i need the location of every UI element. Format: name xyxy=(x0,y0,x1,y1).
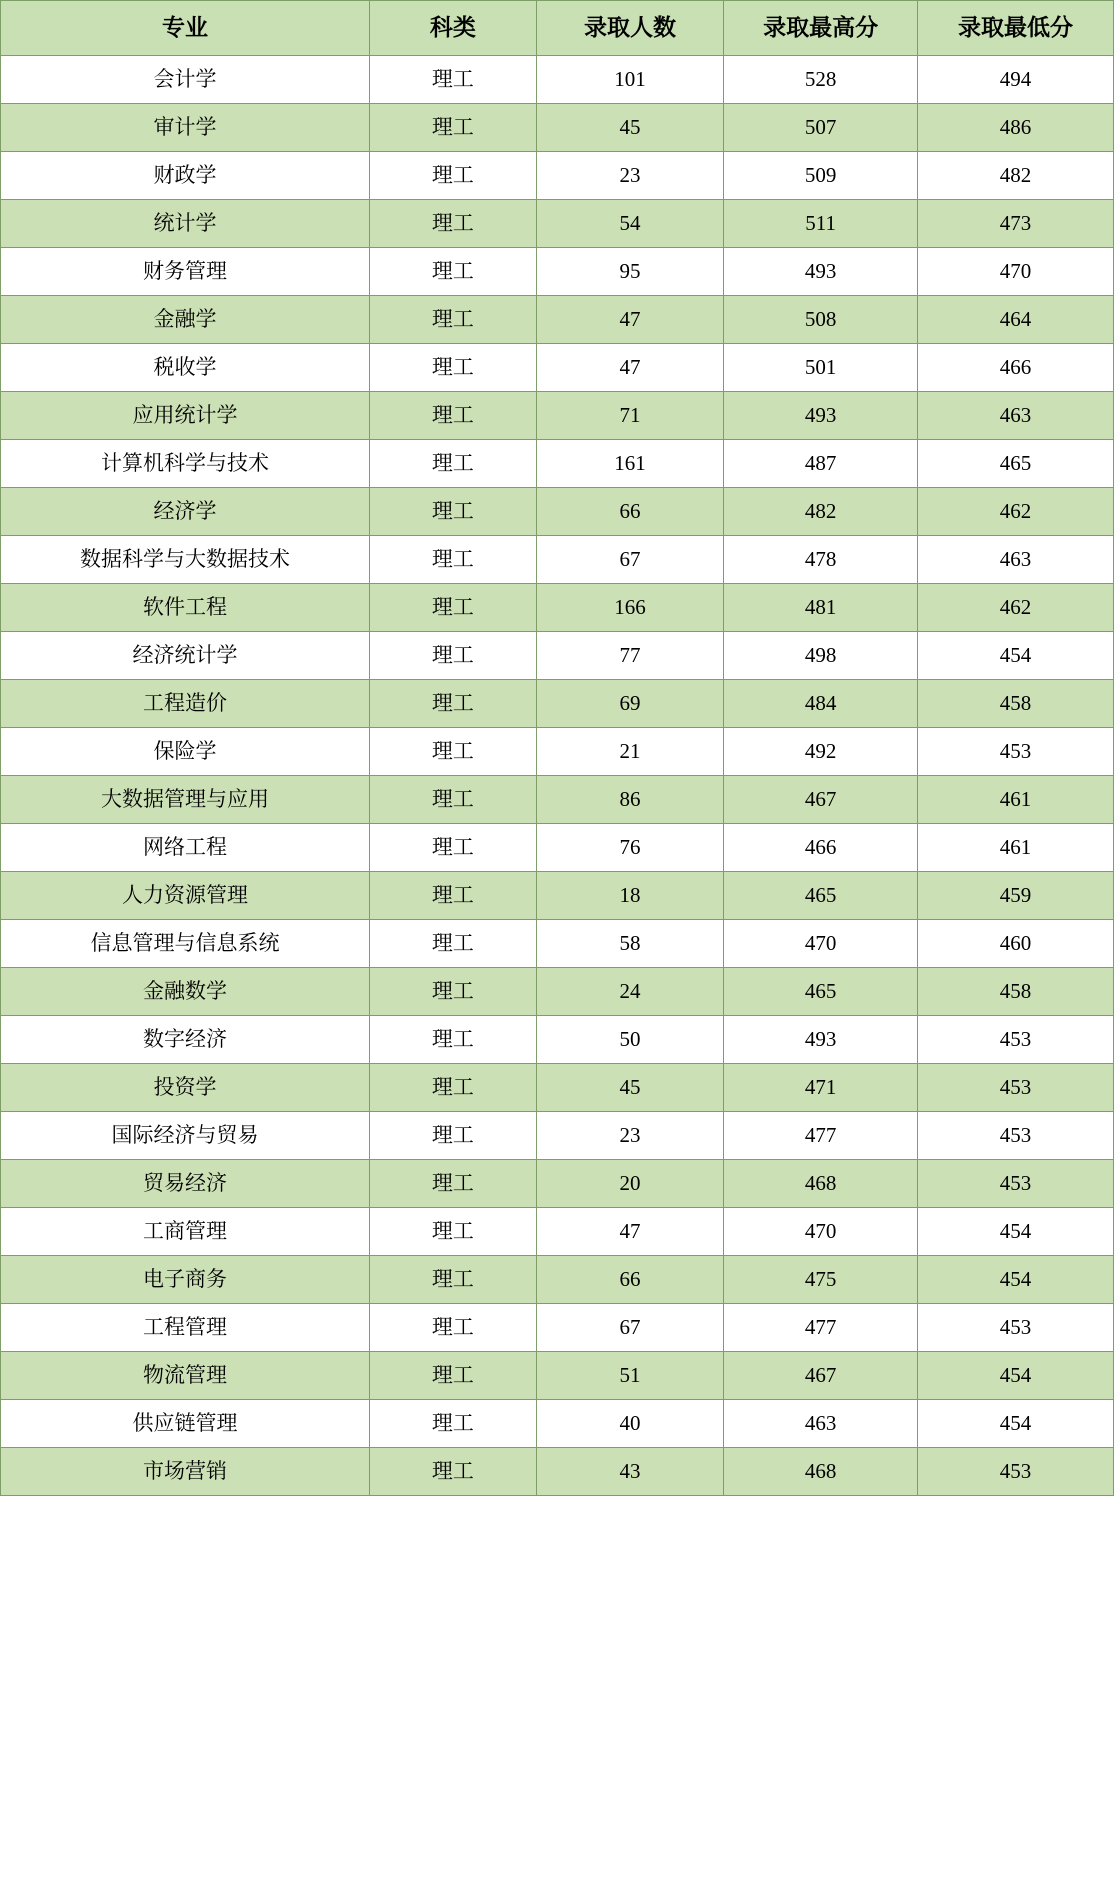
table-row xyxy=(1,200,1114,248)
cell-lowest-score: 463 xyxy=(917,536,1113,584)
cell-lowest-score: 462 xyxy=(917,488,1113,536)
cell-highest-score: 475 xyxy=(724,1256,918,1304)
table-row xyxy=(1,440,1114,488)
table-row xyxy=(1,1304,1114,1352)
table-row xyxy=(1,824,1114,872)
cell-lowest-score: 463 xyxy=(917,392,1113,440)
cell-highest-score: 477 xyxy=(724,1112,918,1160)
cell-admitted-count: 71 xyxy=(536,392,724,440)
column-header-subject-type: 科类 xyxy=(369,1,536,56)
cell-lowest-score: 473 xyxy=(917,200,1113,248)
cell-lowest-score: 482 xyxy=(917,152,1113,200)
cell-subject-type: 理工 xyxy=(369,1112,536,1160)
cell-admitted-count: 23 xyxy=(536,1112,724,1160)
cell-major: 财政学 xyxy=(1,152,370,200)
cell-subject-type: 理工 xyxy=(369,824,536,872)
cell-lowest-score: 466 xyxy=(917,344,1113,392)
cell-major: 市场营销 xyxy=(1,1448,370,1496)
cell-admitted-count: 47 xyxy=(536,1208,724,1256)
cell-lowest-score: 470 xyxy=(917,248,1113,296)
cell-major: 电子商务 xyxy=(1,1256,370,1304)
cell-major: 经济统计学 xyxy=(1,632,370,680)
cell-admitted-count: 21 xyxy=(536,728,724,776)
cell-major: 工程管理 xyxy=(1,1304,370,1352)
cell-lowest-score: 453 xyxy=(917,1112,1113,1160)
cell-major: 工程造价 xyxy=(1,680,370,728)
cell-highest-score: 493 xyxy=(724,1016,918,1064)
cell-major: 经济学 xyxy=(1,488,370,536)
cell-major: 信息管理与信息系统 xyxy=(1,920,370,968)
cell-highest-score: 478 xyxy=(724,536,918,584)
cell-major: 网络工程 xyxy=(1,824,370,872)
cell-admitted-count: 40 xyxy=(536,1400,724,1448)
cell-highest-score: 470 xyxy=(724,920,918,968)
cell-subject-type: 理工 xyxy=(369,440,536,488)
cell-highest-score: 493 xyxy=(724,392,918,440)
cell-highest-score: 467 xyxy=(724,776,918,824)
cell-admitted-count: 43 xyxy=(536,1448,724,1496)
cell-subject-type: 理工 xyxy=(369,248,536,296)
cell-major: 人力资源管理 xyxy=(1,872,370,920)
cell-major: 数据科学与大数据技术 xyxy=(1,536,370,584)
cell-lowest-score: 453 xyxy=(917,1304,1113,1352)
cell-highest-score: 498 xyxy=(724,632,918,680)
cell-highest-score: 467 xyxy=(724,1352,918,1400)
cell-highest-score: 463 xyxy=(724,1400,918,1448)
cell-lowest-score: 453 xyxy=(917,1064,1113,1112)
table-row xyxy=(1,680,1114,728)
cell-lowest-score: 458 xyxy=(917,968,1113,1016)
table-row xyxy=(1,728,1114,776)
cell-lowest-score: 459 xyxy=(917,872,1113,920)
cell-lowest-score: 453 xyxy=(917,728,1113,776)
cell-admitted-count: 47 xyxy=(536,344,724,392)
cell-lowest-score: 453 xyxy=(917,1016,1113,1064)
table-row xyxy=(1,584,1114,632)
table-row xyxy=(1,392,1114,440)
cell-lowest-score: 454 xyxy=(917,632,1113,680)
cell-lowest-score: 453 xyxy=(917,1448,1113,1496)
cell-admitted-count: 20 xyxy=(536,1160,724,1208)
cell-major: 投资学 xyxy=(1,1064,370,1112)
cell-lowest-score: 454 xyxy=(917,1352,1113,1400)
cell-admitted-count: 23 xyxy=(536,152,724,200)
table-row xyxy=(1,632,1114,680)
cell-admitted-count: 67 xyxy=(536,1304,724,1352)
cell-subject-type: 理工 xyxy=(369,968,536,1016)
cell-admitted-count: 161 xyxy=(536,440,724,488)
cell-subject-type: 理工 xyxy=(369,872,536,920)
table-header xyxy=(1,1,1114,56)
cell-subject-type: 理工 xyxy=(369,1160,536,1208)
cell-highest-score: 493 xyxy=(724,248,918,296)
cell-subject-type: 理工 xyxy=(369,1208,536,1256)
table-body xyxy=(1,56,1114,1496)
cell-admitted-count: 67 xyxy=(536,536,724,584)
cell-major: 统计学 xyxy=(1,200,370,248)
cell-highest-score: 481 xyxy=(724,584,918,632)
cell-lowest-score: 494 xyxy=(917,56,1113,104)
cell-lowest-score: 465 xyxy=(917,440,1113,488)
cell-highest-score: 465 xyxy=(724,968,918,1016)
table-row xyxy=(1,296,1114,344)
cell-subject-type: 理工 xyxy=(369,584,536,632)
cell-lowest-score: 454 xyxy=(917,1208,1113,1256)
column-header-major: 专业 xyxy=(1,1,370,56)
cell-subject-type: 理工 xyxy=(369,536,536,584)
cell-lowest-score: 460 xyxy=(917,920,1113,968)
table-row xyxy=(1,104,1114,152)
column-header-admitted-count: 录取人数 xyxy=(536,1,724,56)
cell-major: 计算机科学与技术 xyxy=(1,440,370,488)
cell-admitted-count: 76 xyxy=(536,824,724,872)
cell-admitted-count: 66 xyxy=(536,1256,724,1304)
table-row xyxy=(1,776,1114,824)
cell-major: 供应链管理 xyxy=(1,1400,370,1448)
cell-subject-type: 理工 xyxy=(369,1352,536,1400)
table-row xyxy=(1,1112,1114,1160)
cell-highest-score: 465 xyxy=(724,872,918,920)
cell-major: 大数据管理与应用 xyxy=(1,776,370,824)
cell-subject-type: 理工 xyxy=(369,680,536,728)
cell-subject-type: 理工 xyxy=(369,1256,536,1304)
cell-highest-score: 471 xyxy=(724,1064,918,1112)
cell-subject-type: 理工 xyxy=(369,104,536,152)
cell-lowest-score: 454 xyxy=(917,1400,1113,1448)
cell-subject-type: 理工 xyxy=(369,728,536,776)
table-row xyxy=(1,344,1114,392)
table-row xyxy=(1,536,1114,584)
cell-highest-score: 508 xyxy=(724,296,918,344)
cell-lowest-score: 461 xyxy=(917,824,1113,872)
cell-major: 审计学 xyxy=(1,104,370,152)
cell-admitted-count: 58 xyxy=(536,920,724,968)
cell-major: 财务管理 xyxy=(1,248,370,296)
cell-major: 应用统计学 xyxy=(1,392,370,440)
cell-major: 税收学 xyxy=(1,344,370,392)
cell-admitted-count: 86 xyxy=(536,776,724,824)
table-row xyxy=(1,1160,1114,1208)
table-row xyxy=(1,1352,1114,1400)
cell-subject-type: 理工 xyxy=(369,152,536,200)
cell-lowest-score: 454 xyxy=(917,1256,1113,1304)
cell-subject-type: 理工 xyxy=(369,632,536,680)
cell-admitted-count: 18 xyxy=(536,872,724,920)
table-row xyxy=(1,1448,1114,1496)
cell-highest-score: 507 xyxy=(724,104,918,152)
cell-admitted-count: 69 xyxy=(536,680,724,728)
cell-highest-score: 477 xyxy=(724,1304,918,1352)
cell-major: 会计学 xyxy=(1,56,370,104)
cell-lowest-score: 461 xyxy=(917,776,1113,824)
cell-highest-score: 470 xyxy=(724,1208,918,1256)
cell-admitted-count: 50 xyxy=(536,1016,724,1064)
cell-major: 保险学 xyxy=(1,728,370,776)
table-row xyxy=(1,968,1114,1016)
cell-subject-type: 理工 xyxy=(369,1448,536,1496)
cell-admitted-count: 101 xyxy=(536,56,724,104)
cell-highest-score: 511 xyxy=(724,200,918,248)
table-row xyxy=(1,1064,1114,1112)
cell-major: 金融数学 xyxy=(1,968,370,1016)
cell-subject-type: 理工 xyxy=(369,1016,536,1064)
column-header-lowest-score: 录取最低分 xyxy=(917,1,1113,56)
cell-highest-score: 468 xyxy=(724,1160,918,1208)
cell-subject-type: 理工 xyxy=(369,344,536,392)
cell-lowest-score: 464 xyxy=(917,296,1113,344)
cell-admitted-count: 66 xyxy=(536,488,724,536)
cell-subject-type: 理工 xyxy=(369,56,536,104)
cell-subject-type: 理工 xyxy=(369,920,536,968)
cell-lowest-score: 486 xyxy=(917,104,1113,152)
table-row xyxy=(1,1400,1114,1448)
cell-admitted-count: 95 xyxy=(536,248,724,296)
cell-subject-type: 理工 xyxy=(369,392,536,440)
cell-admitted-count: 51 xyxy=(536,1352,724,1400)
cell-subject-type: 理工 xyxy=(369,1064,536,1112)
cell-highest-score: 468 xyxy=(724,1448,918,1496)
cell-subject-type: 理工 xyxy=(369,296,536,344)
cell-major: 物流管理 xyxy=(1,1352,370,1400)
cell-highest-score: 492 xyxy=(724,728,918,776)
table-row xyxy=(1,248,1114,296)
cell-admitted-count: 47 xyxy=(536,296,724,344)
table-row xyxy=(1,56,1114,104)
table-row xyxy=(1,1256,1114,1304)
cell-major: 金融学 xyxy=(1,296,370,344)
cell-admitted-count: 54 xyxy=(536,200,724,248)
cell-admitted-count: 45 xyxy=(536,1064,724,1112)
cell-admitted-count: 45 xyxy=(536,104,724,152)
cell-highest-score: 487 xyxy=(724,440,918,488)
cell-subject-type: 理工 xyxy=(369,776,536,824)
cell-subject-type: 理工 xyxy=(369,1304,536,1352)
cell-major: 工商管理 xyxy=(1,1208,370,1256)
cell-highest-score: 501 xyxy=(724,344,918,392)
cell-highest-score: 466 xyxy=(724,824,918,872)
column-header-highest-score: 录取最高分 xyxy=(724,1,918,56)
cell-lowest-score: 453 xyxy=(917,1160,1113,1208)
cell-lowest-score: 462 xyxy=(917,584,1113,632)
table-row xyxy=(1,1016,1114,1064)
table-row xyxy=(1,872,1114,920)
table-row xyxy=(1,152,1114,200)
cell-subject-type: 理工 xyxy=(369,488,536,536)
cell-admitted-count: 24 xyxy=(536,968,724,1016)
cell-subject-type: 理工 xyxy=(369,200,536,248)
cell-subject-type: 理工 xyxy=(369,1400,536,1448)
cell-highest-score: 484 xyxy=(724,680,918,728)
cell-major: 贸易经济 xyxy=(1,1160,370,1208)
cell-admitted-count: 77 xyxy=(536,632,724,680)
cell-highest-score: 528 xyxy=(724,56,918,104)
table-header-row xyxy=(1,1,1114,56)
cell-admitted-count: 166 xyxy=(536,584,724,632)
cell-highest-score: 509 xyxy=(724,152,918,200)
table-row xyxy=(1,920,1114,968)
cell-major: 国际经济与贸易 xyxy=(1,1112,370,1160)
cell-major: 数字经济 xyxy=(1,1016,370,1064)
cell-lowest-score: 458 xyxy=(917,680,1113,728)
table-row xyxy=(1,488,1114,536)
table-row xyxy=(1,1208,1114,1256)
cell-major: 软件工程 xyxy=(1,584,370,632)
cell-highest-score: 482 xyxy=(724,488,918,536)
